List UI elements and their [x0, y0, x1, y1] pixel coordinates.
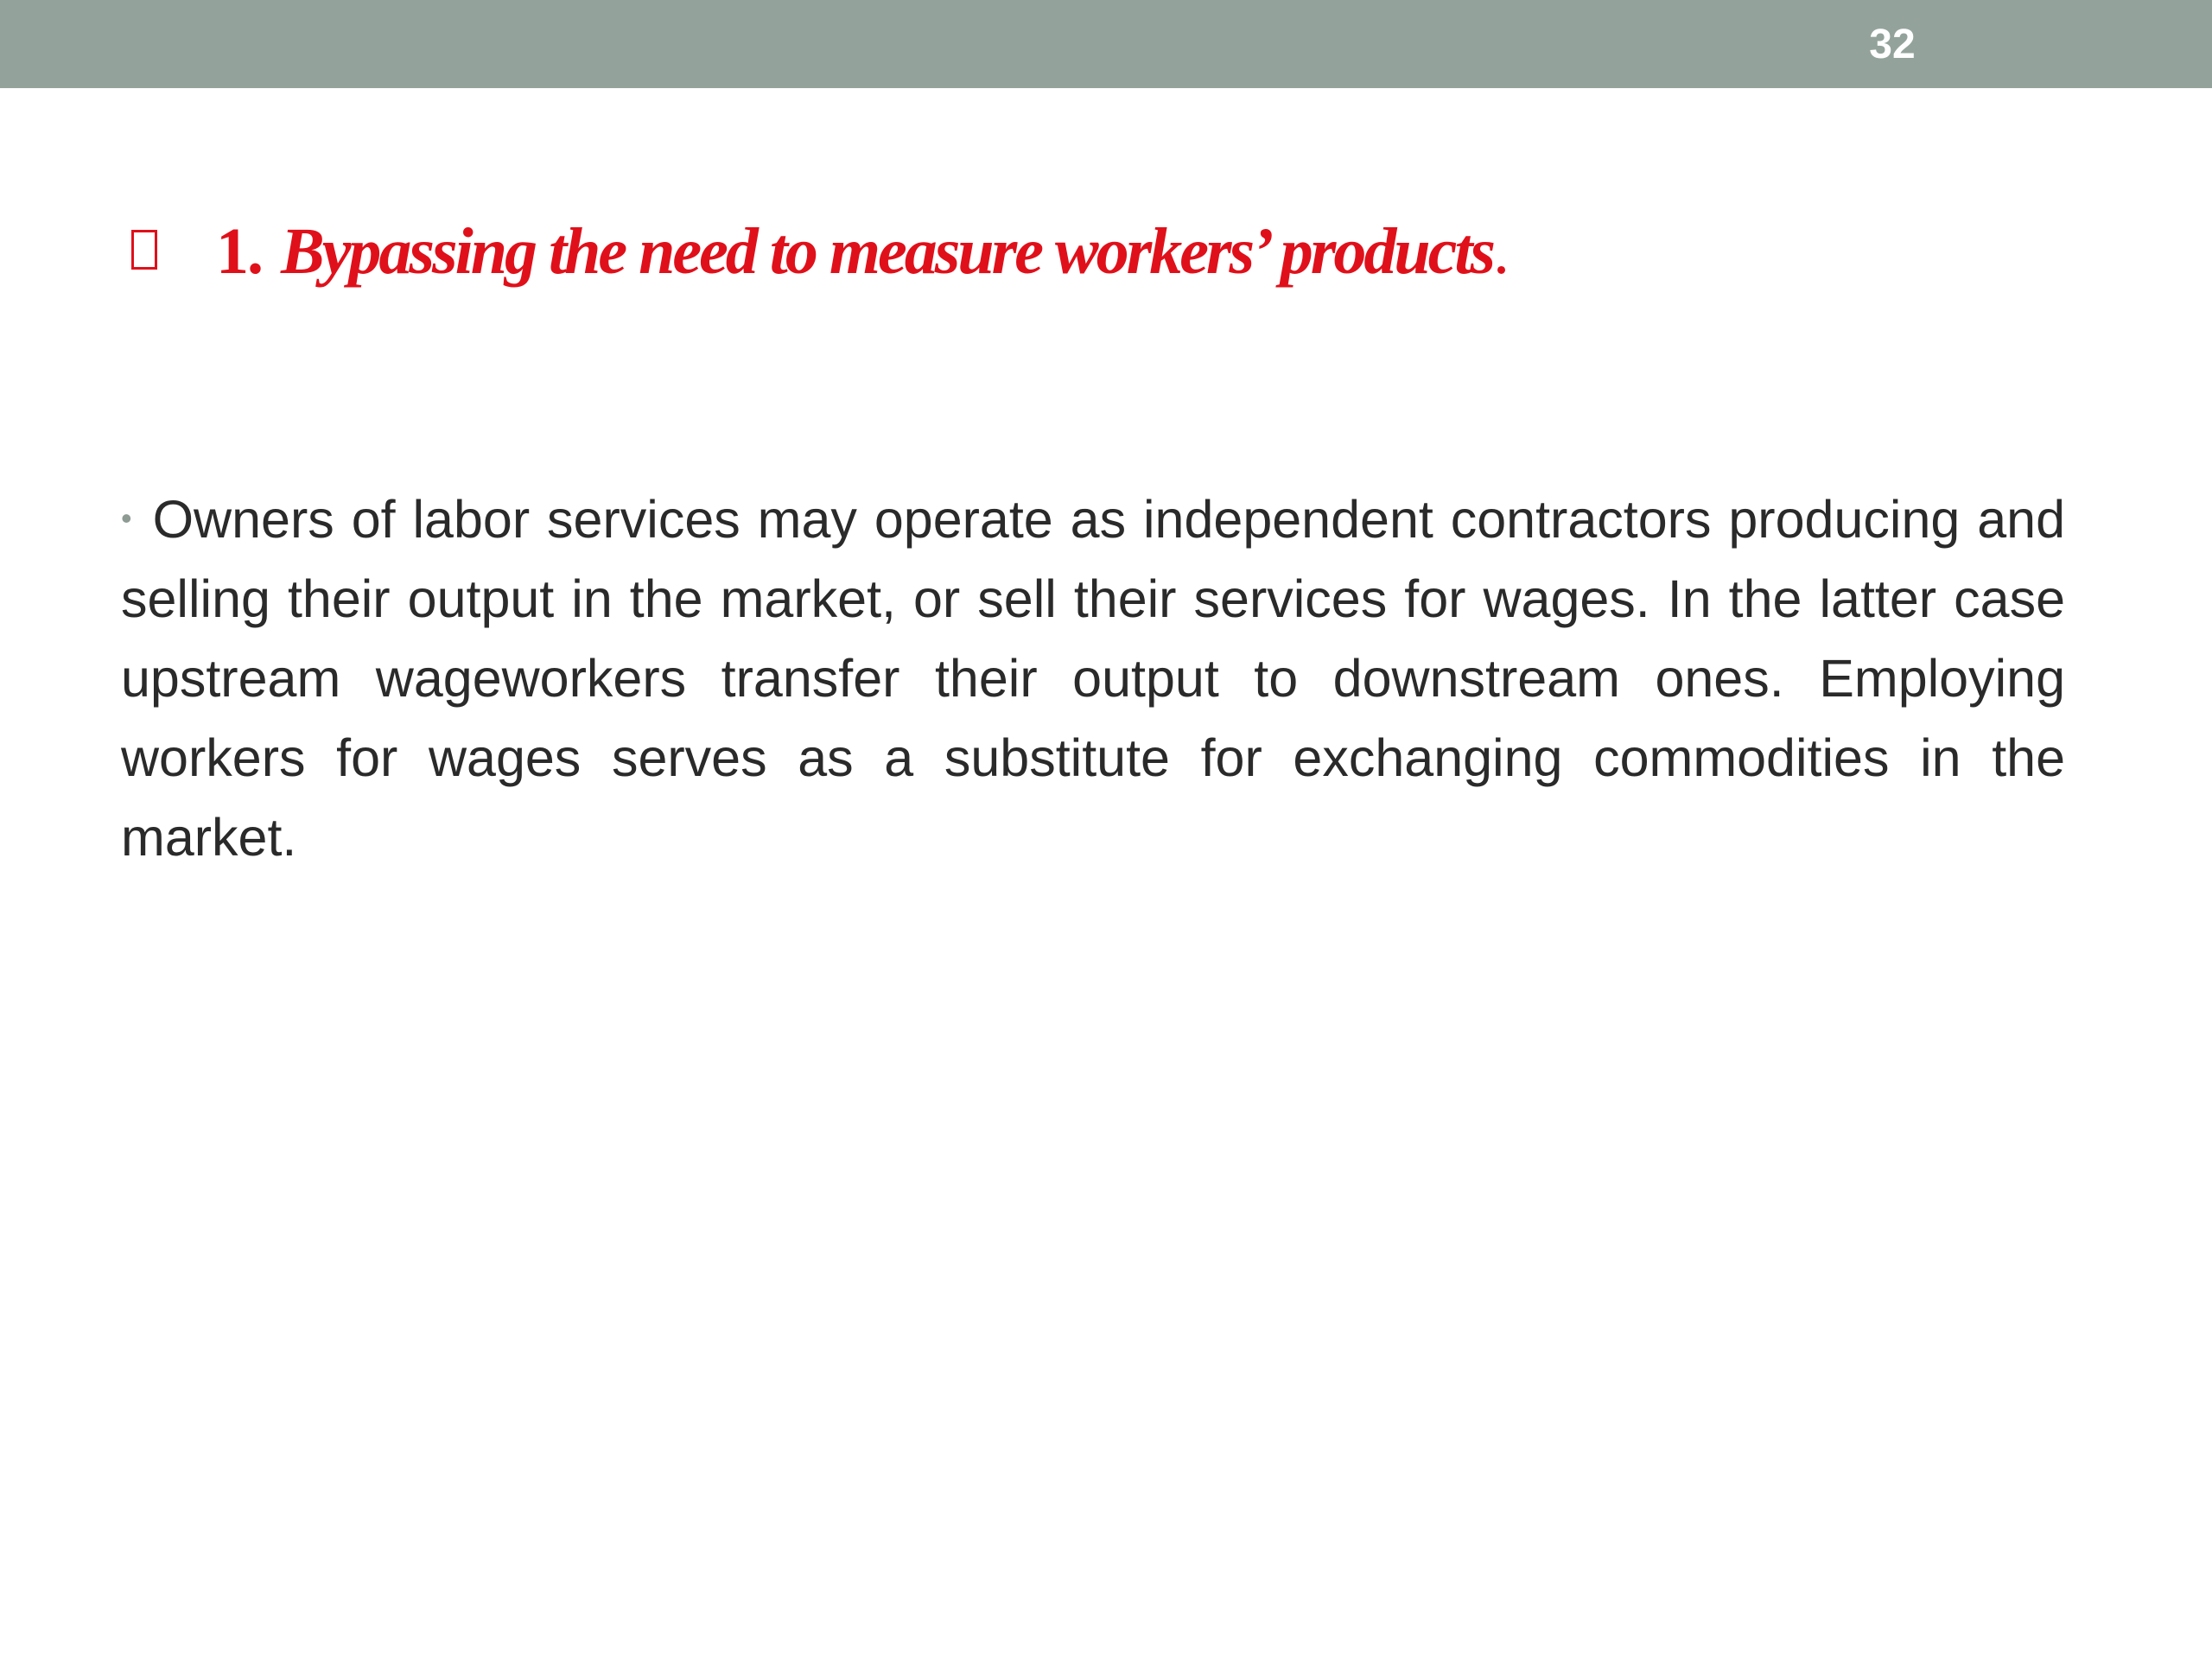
slide-number: 32	[1869, 22, 1916, 67]
heading-period: .	[1493, 215, 1510, 288]
bullet-dot-icon: •	[121, 500, 132, 536]
heading-title	[281, 204, 1510, 299]
heading-title-text: Bypassing the need to measure workers’ products	[281, 215, 1494, 288]
top-bar	[0, 0, 2212, 88]
body-text: Owners of labor services may operate as independent contractors producing and selling their output in the market, or sell their services for wages. In the latter case upstream wageworkers transfer their output to downstream ones. Employing workers for wages serves as a substitute for exchanging commodities in the market.	[121, 490, 2065, 867]
slide-heading	[121, 204, 2108, 299]
body-paragraph	[121, 479, 2065, 877]
heading-number: 1.	[216, 215, 262, 288]
square-bullet-icon	[131, 230, 157, 270]
